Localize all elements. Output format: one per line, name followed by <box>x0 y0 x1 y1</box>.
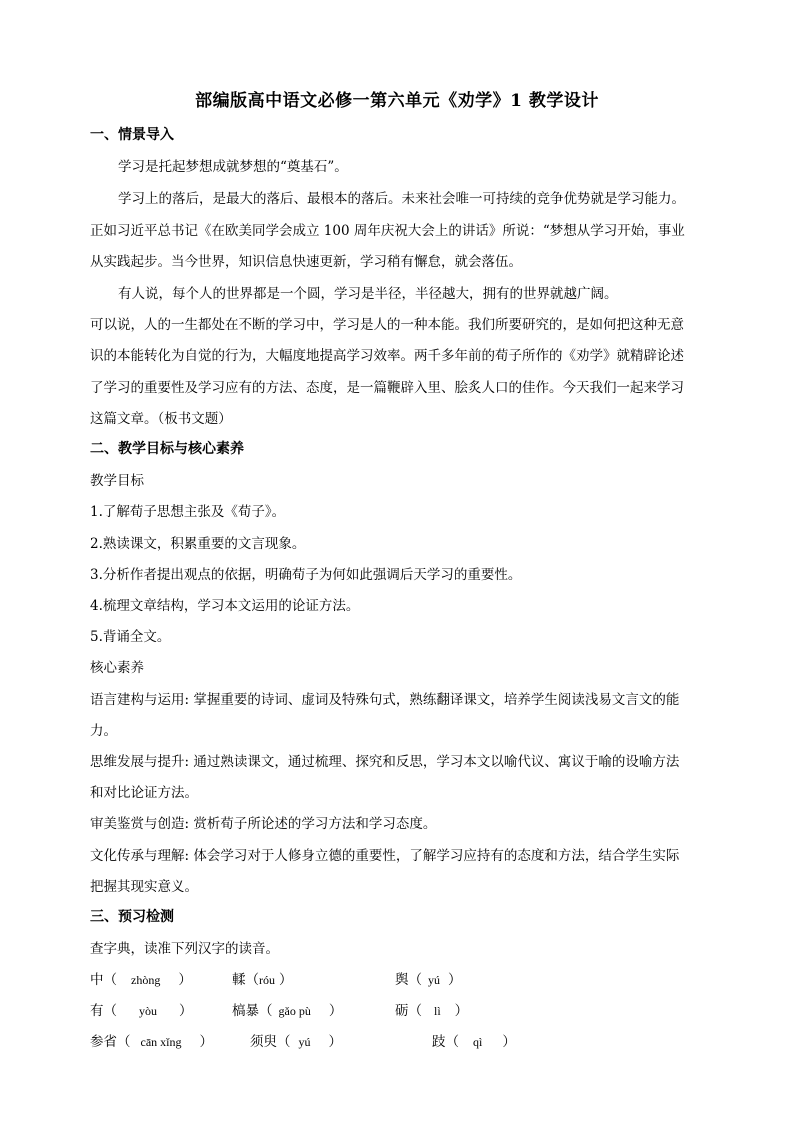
subheading-teaching-goals: 教学目标 <box>90 473 144 489</box>
goal-item: 1.了解荀子思想主张及《荀子》。 <box>90 504 286 520</box>
pinyin-item: 参省（ cān xǐng ） <box>90 1034 213 1050</box>
paragraph-line: 学习是托起梦想成就梦想的“奠基石”。 <box>118 159 348 175</box>
paragraph-line: 可以说，人的一生都处在不断的学习中，学习是人的一种本能。我们所要研究的，是如何把这种无意 <box>90 317 684 333</box>
pinyin-item: 槁暴（ gǎo pù ） <box>232 1003 343 1019</box>
pinyin-item: 輮（róu ） <box>232 972 293 988</box>
paragraph-line: 有人说，每个人的世界都是一个圆，学习是半径，半径越大，拥有的世界就越广阔。 <box>118 286 618 302</box>
section-heading-intro: 一、情景导入 <box>90 127 174 143</box>
pinyin-item: 跂（ qì ） <box>432 1034 516 1050</box>
paragraph-line: 识的本能转化为自觉的行为，大幅度地提高学习效率。两千多年前的荀子所作的《劝学》就精辟论述 <box>90 348 684 364</box>
core-line: 审美鉴赏与创造: 赏析荀子所论述的学习方法和学习态度。 <box>90 816 437 832</box>
pinyin-item: 舆（ yú ） <box>395 972 462 988</box>
paragraph-line: 学习上的落后，是最大的落后、最根本的落后。未来社会唯一可持续的竞争优势就是学习能力。 <box>118 191 685 207</box>
paragraph-line: 正如习近平总书记《在欧美同学会成立 100 周年庆祝大会上的讲话》所说：“梦想从学习开始，事业 <box>90 223 685 239</box>
pinyin-item: 须臾（ yú ） <box>250 1034 342 1050</box>
goal-item: 5.背诵全文。 <box>90 629 171 645</box>
subheading-core-literacy: 核心素养 <box>90 660 144 676</box>
pinyin-item: 中（ zhòng ） <box>90 972 192 988</box>
core-line: 文化传承与理解: 体会学习对于人修身立德的重要性，了解学习应持有的态度和方法，结合学生实际 <box>90 848 680 864</box>
goal-item: 2.熟读课文，积累重要的文言现象。 <box>90 536 306 552</box>
document-title: 部编版高中语文必修一第六单元《劝学》1 教学设计 <box>195 91 599 111</box>
preview-instruction: 查字典，读准下列汉字的读音。 <box>90 941 279 957</box>
goal-item: 4.梳理文章结构，学习本文运用的论证方法。 <box>90 598 360 614</box>
core-line: 把握其现实意义。 <box>90 879 198 895</box>
goal-item: 3.分析作者提出观点的依据，明确荀子为何如此强调后天学习的重要性。 <box>90 567 522 583</box>
paragraph-line: 从实践起步。当今世界，知识信息快速更新，学习稍有懈怠，就会落伍。 <box>90 254 522 270</box>
core-line: 思维发展与提升: 通过熟读课文，通过梳理、探究和反思，学习本文以喻代议、寓议于喻的设喻方法 <box>90 754 680 770</box>
core-line: 和对比论证方法。 <box>90 785 198 801</box>
core-line: 力。 <box>90 723 117 739</box>
pinyin-item: 有（ yòu ） <box>90 1003 193 1019</box>
core-line: 语言建构与运用: 掌握重要的诗词、虚词及特殊句式，熟练翻译课文，培养学生阅读浅易文言文的能 <box>90 692 680 708</box>
paragraph-line: 了学习的重要性及学习应有的方法、态度，是一篇鞭辟入里、脍炙人口的佳作。今天我们一起来学习 <box>90 380 684 396</box>
section-heading-goals: 二、教学目标与核心素养 <box>90 441 244 457</box>
section-heading-preview: 三、预习检测 <box>90 909 174 925</box>
paragraph-line: 这篇文章。（板书文题） <box>90 411 232 427</box>
pinyin-item: 砺（ lì ） <box>395 1003 469 1019</box>
